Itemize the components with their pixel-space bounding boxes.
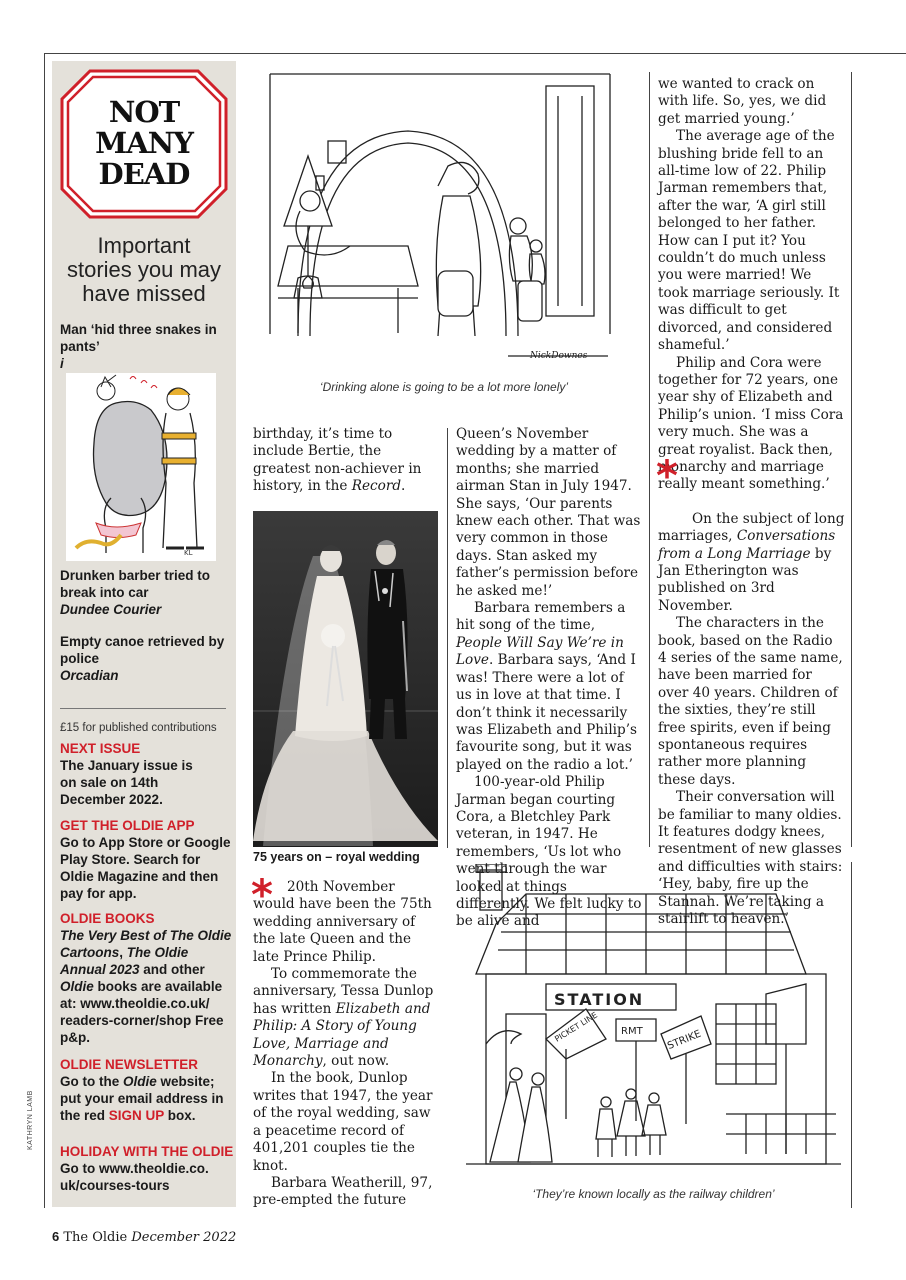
col1-p2-a: To commemorate the anniversary, Tessa Dunlop has written: [253, 966, 434, 1017]
holiday-heading: HOLIDAY WITH THE OLDIE: [60, 1144, 234, 1159]
story-1-headline: Man ‘hid three snakes in pants’: [60, 322, 217, 354]
col2-p2-a: Barbara remembers a hit song of the time,: [456, 600, 626, 634]
story-2: [60, 567, 232, 618]
page-footer: [52, 1229, 236, 1245]
issue-date: December 2022: [131, 1230, 237, 1245]
col3-p4-book: Conversations from a Long Marriage: [658, 528, 836, 562]
illustrator-credit: KATHRYN LAMB: [27, 1090, 34, 1150]
royal-wedding-photo: [253, 511, 438, 847]
col2-p2: [456, 600, 642, 774]
column-rule-1: [447, 428, 448, 848]
col1-p2-c: , out now.: [322, 1053, 390, 1070]
snake-cartoon: [66, 373, 216, 561]
col3-p4-c: by Jan Etherington was published on 3rd November.: [658, 545, 832, 614]
col2-p3: 100-year-old Philip Jarman began courting Cora, a Bletchley Park veteran, in 1947. He remembers, ‘Us lot who went through the war looked at things differently. We felt lucky to be alive and: [456, 774, 642, 930]
col3-p6: Their conversation will be familiar to many oldies. It features dodgy knees, resentment of new glasses and difficulties with stairs: ‘Hey, baby, fire up the Stannah. We’re taking a stairlift to heaven.’: [658, 789, 843, 928]
newsletter-heading: OLDIE NEWSLETTER: [60, 1057, 198, 1072]
col1-top-end: .: [401, 478, 406, 495]
railway-cartoon: [466, 864, 841, 1174]
story-3-source: Orcadian: [60, 668, 119, 683]
newsletter-go: Go to the: [60, 1074, 123, 1089]
holiday-text: Go to www.theoldie.co. uk/courses-tours: [60, 1161, 209, 1193]
col3-p1: we wanted to crack on with life. So, yes, we did get married young.’: [658, 76, 827, 127]
col1-p3: In the book, Dunlop writes that 1947, the year of the royal wedding, saw a peacetime record of 401,201 couples tie the knot.: [253, 1070, 433, 1174]
col1-p2-book: Elizabeth and Philip: A Story of Young Love, Marriage and Monarchy: [253, 1000, 431, 1070]
sidebar-divider: [60, 708, 226, 709]
cartoon1-signature: NickDownes: [530, 351, 588, 361]
column-rule-4: [851, 862, 852, 1208]
next-issue-text: The January issue is on sale on 14th December 2022.: [60, 758, 193, 807]
books-title-1: The Very Best of The Oldie Cartoons: [60, 928, 232, 960]
newsletter-website: website; put your email address in the red: [60, 1074, 224, 1123]
column2-text: [456, 426, 642, 931]
books-text: [60, 927, 232, 1046]
col3-p5: The characters in the book, based on the Radio 4 series of the same name, have been married for over 40 years. Children of the sixties, they’re still free spirits, even if being spontaneous requires rather more planning these days.: [658, 615, 843, 788]
column-rule-2: [649, 72, 650, 847]
col2-p1: Queen’s November wedding by a matter of months; she married airman Stan in July 1947. She says, ‘Our parents knew each other. That was very common in those days. Stan asked my father’s permission before he asked me!’: [456, 426, 641, 599]
column1-top-text: [253, 426, 438, 496]
badge-line-1: NOT: [108, 95, 180, 129]
column1-bottom-text: [253, 879, 438, 1210]
col2-p2-song: People Will Say We’re in Love: [456, 634, 624, 669]
newsletter-oldie: Oldie: [123, 1074, 157, 1089]
asterisk-icon-1: *: [251, 870, 273, 919]
asterisk-icon-2: *: [656, 451, 678, 500]
strike-sign: STRIKE: [665, 1028, 703, 1053]
rmt-sign: RMT: [621, 1026, 643, 1037]
magazine-name: The Oldie: [63, 1230, 128, 1245]
newsletter-text: [60, 1073, 232, 1124]
column-rule-3: [851, 72, 852, 847]
station-sign: STATION: [554, 990, 645, 1009]
cartoon1-caption: ‘Drinking alone is going to be a lot more lonely’: [319, 380, 569, 394]
left-rule: [44, 53, 45, 1208]
contributions-note: £15 for published contributions: [60, 722, 217, 734]
not-many-dead-badge: [60, 69, 228, 219]
story-2-headline: Drunken barber tried to break into car: [60, 568, 211, 600]
col1-p1: 20th November would have been the 75th wedding anniversary of the late Queen and the late Prince Philip.: [253, 879, 432, 965]
story-1: [60, 321, 232, 372]
col1-top-record: Record: [351, 478, 402, 495]
col3-p4: [658, 511, 845, 615]
badge-line-3: DEAD: [98, 157, 190, 191]
story-3-headline: Empty canoe retrieved by police: [60, 634, 225, 666]
next-issue-heading: NEXT ISSUE: [60, 741, 141, 756]
books-available: books are available at: www.theoldie.co.uk/ readers-corner/shop Free p&p.: [60, 979, 224, 1045]
svg-text:KL: KL: [184, 549, 193, 557]
drinking-cartoon: [268, 66, 620, 370]
newsletter-box: box.: [164, 1108, 196, 1123]
story-1-source: i: [60, 356, 64, 371]
photo-caption: 75 years on – royal wedding: [253, 850, 420, 864]
sidebar: [52, 61, 236, 1207]
col3-p4-a: On the subject of long marriages,: [658, 510, 845, 545]
books-heading: OLDIE BOOKS: [60, 911, 155, 926]
books-title-2: The Oldie Annual 2023: [60, 945, 189, 977]
cartoon2-caption: ‘They’re known locally as the railway children’: [532, 1187, 775, 1201]
col3-p2: The average age of the blushing bride fell to an all-time low of 22. Philip Jarman remembers that, after the war, ‘A girl still belonged to her father. How can I put it? You couldn’t do much unless you were married! We took marriage seriously. It was difficult to get divorced, and considered shameful.’: [658, 128, 840, 354]
picket-sign: PICKET LINE: [553, 1010, 599, 1044]
page-number: 6: [52, 1229, 60, 1244]
books-oldie: Oldie: [60, 979, 94, 994]
col2-p2-c: . Barbara says, ‘And I was! There were a lot of us in love at that time. I don’t think it necessarily was Elizabeth and Philip’s favourite song, but it was played on the radio a lot.’: [456, 652, 638, 773]
col1-p2: [253, 966, 438, 1070]
sidebar-title: Important stories you may have missed: [66, 233, 222, 306]
story-3: [60, 633, 232, 684]
top-rule: [44, 53, 906, 54]
story-2-source: Dundee Courier: [60, 602, 162, 617]
app-text: Go to App Store or Google Play Store. Search for Oldie Magazine and then pay for app.: [60, 835, 231, 901]
books-and-other: and other: [139, 962, 205, 977]
badge-line-2: MANY: [95, 126, 193, 160]
app-heading: GET THE OLDIE APP: [60, 818, 195, 833]
col1-top-body: birthday, it’s time to include Bertie, the greatest non-achiever in history, in the: [253, 426, 422, 495]
col3-p3: Philip and Cora were together for 72 years, one year shy of Elizabeth and Philip’s union. ‘I miss Cora very much. She was a great royalist. Back then, monarchy and marriage really meant something.’: [658, 354, 844, 493]
books-sep: ,: [119, 945, 127, 960]
column3-text: [658, 76, 845, 929]
newsletter-signup: SIGN UP: [108, 1108, 165, 1123]
col1-p4: Barbara Weatherill, 97, pre-empted the future: [253, 1174, 433, 1209]
